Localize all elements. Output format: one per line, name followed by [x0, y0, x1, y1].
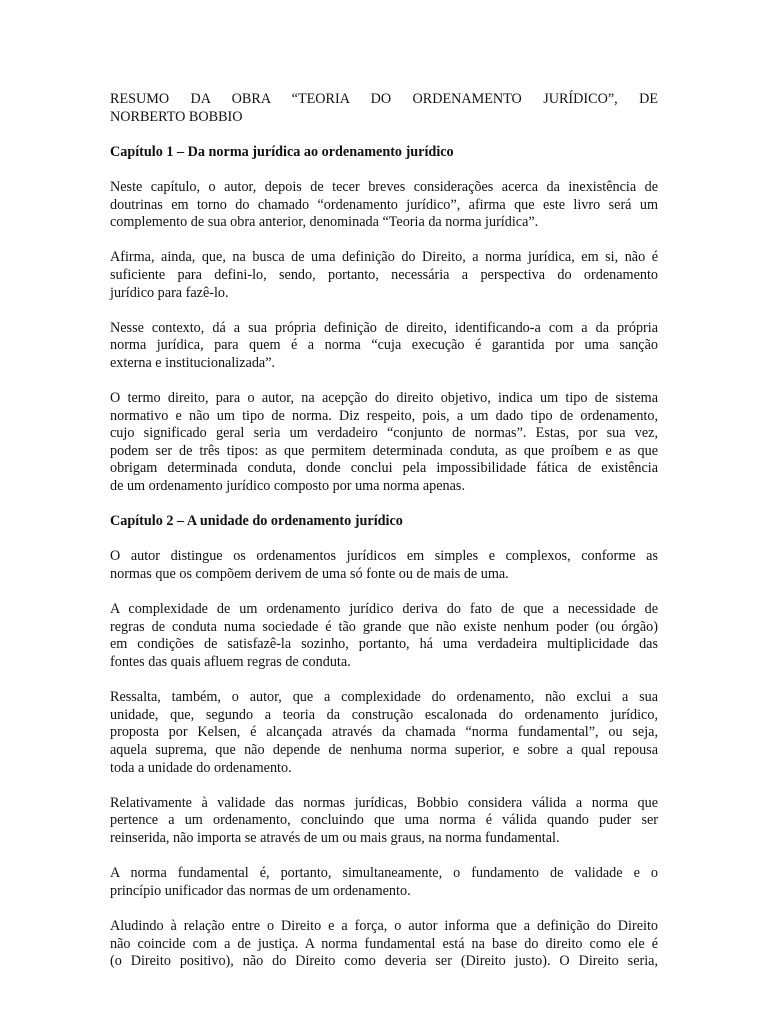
text-line: norma jurídica, para quem é a norma “cuja execução é garantida por uma sanção: [110, 337, 658, 354]
text-line: jurídico para fazê-lo.: [110, 284, 229, 301]
text-line: podem ser de três tipos: as que permitem determinada conduta, as que proíbem e as que: [110, 442, 658, 459]
text-line: O autor distingue os ordenamentos jurídicos em simples e complexos, conforme as: [110, 548, 658, 565]
text-line: Aludindo à relação entre o Direito e a força, o autor informa que a definição do Direito: [110, 917, 658, 934]
document-title: [110, 91, 658, 126]
text-line: pertence a um ordenamento, concluindo que uma norma é válida quando puder ser: [110, 812, 658, 829]
text-line: reinserida, não importa se através de um ou mais graus, na norma fundamental.: [110, 829, 560, 846]
text-line: complemento de sua obra anterior, denominada “Teoria da norma jurídica”.: [110, 214, 539, 231]
text-line: fontes das quais afluem regras de conduta.: [110, 654, 351, 670]
text-line: Neste capítulo, o autor, depois de tecer breves considerações acerca da inexistência de: [110, 178, 658, 195]
paragraph-3: [110, 320, 658, 373]
text-line: princípio unificador das normas de um ordenamento.: [110, 882, 411, 899]
text-line: em condições de satisfazê-la sozinho, portanto, há uma verdadeira multiplicidade das: [110, 636, 658, 653]
text-line: regras de conduta numa sociedade é tão grande que não existe nenhum poder (ou órgão): [110, 618, 658, 635]
text-line: normas que os compõem derivem de uma só fonte ou de mais de uma.: [110, 566, 509, 583]
text-line: A complexidade de um ordenamento jurídico deriva do fato de que a necessidade de: [110, 601, 658, 618]
paragraph-10: [110, 918, 658, 971]
text-line: Relativamente à validade das normas jurídicas, Bobbio considera válida a norma que: [110, 794, 658, 811]
text-line: não coincide com a de justiça. A norma fundamental está na base do direito como ele é: [110, 935, 658, 952]
text-line: aquela suprema, que não depende de nenhuma norma superior, e sobre a qual repousa: [110, 741, 658, 758]
text-line: Nesse contexto, dá a sua própria definição de direito, identificando-a com a da própria: [110, 319, 658, 336]
text-line: toda a unidade do ordenamento.: [110, 759, 292, 776]
text-line: Afirma, ainda, que, na busca de uma definição do Direito, a norma jurídica, em si, não é: [110, 249, 658, 266]
paragraph-7: [110, 689, 658, 777]
paragraph-4: [110, 390, 658, 496]
text-line: unidade, que, segundo a teoria da construção escalonada do ordenamento jurídico,: [110, 706, 658, 723]
title-line: RESUMO DA OBRA “TEORIA DO ORDENAMENTO JURÍDICO”, DE: [110, 91, 658, 107]
text-line: doutrinas em torno do chamado “ordenamento jurídico”, afirma que este livro será um: [110, 196, 658, 213]
paragraph-8: [110, 795, 658, 848]
text-line: A norma fundamental é, portanto, simultaneamente, o fundamento de validade e o: [110, 865, 658, 882]
text-line: O termo direito, para o autor, na acepção do direito objetivo, indica um tipo de sistema: [110, 390, 658, 407]
paragraph-1: [110, 179, 658, 232]
paragraph-2: [110, 249, 658, 302]
text-line: externa e institucionalizada”.: [110, 354, 276, 371]
text-line: proposta por Kelsen, é alcançada através da chamada “norma fundamental”, ou seja,: [110, 724, 658, 741]
chapter-1-heading: Capítulo 1 – Da norma jurídica ao ordenamento jurídico: [110, 143, 454, 160]
paragraph-5: [110, 548, 658, 583]
chapter-2-heading: Capítulo 2 – A unidade do ordenamento jurídico: [110, 513, 403, 530]
title-line: NORBERTO BOBBIO: [110, 108, 243, 125]
text-line: suficiente para defini-lo, sendo, portanto, necessária a perspectiva do ordenamento: [110, 266, 658, 283]
text-line: Ressalta, também, o autor, que a complexidade do ordenamento, não exclui a sua: [110, 689, 658, 706]
text-line: cujo significado geral seria um verdadeiro “conjunto de normas”. Estas, por sua vez,: [110, 425, 658, 442]
text-line: de um ordenamento jurídico composto por uma norma apenas.: [110, 478, 465, 495]
text-line: normativo e não um tipo de norma. Diz respeito, pois, a um dado tipo de ordenamento,: [110, 407, 658, 424]
text-line: obrigam determinada conduta, donde conclui pela impossibilidade fática de existência: [110, 460, 658, 477]
text-line: (o Direito positivo), não do Direito como deveria ser (Direito justo). O Direito seria,: [110, 953, 658, 970]
paragraph-9: [110, 865, 658, 900]
paragraph-6: [110, 601, 658, 671]
